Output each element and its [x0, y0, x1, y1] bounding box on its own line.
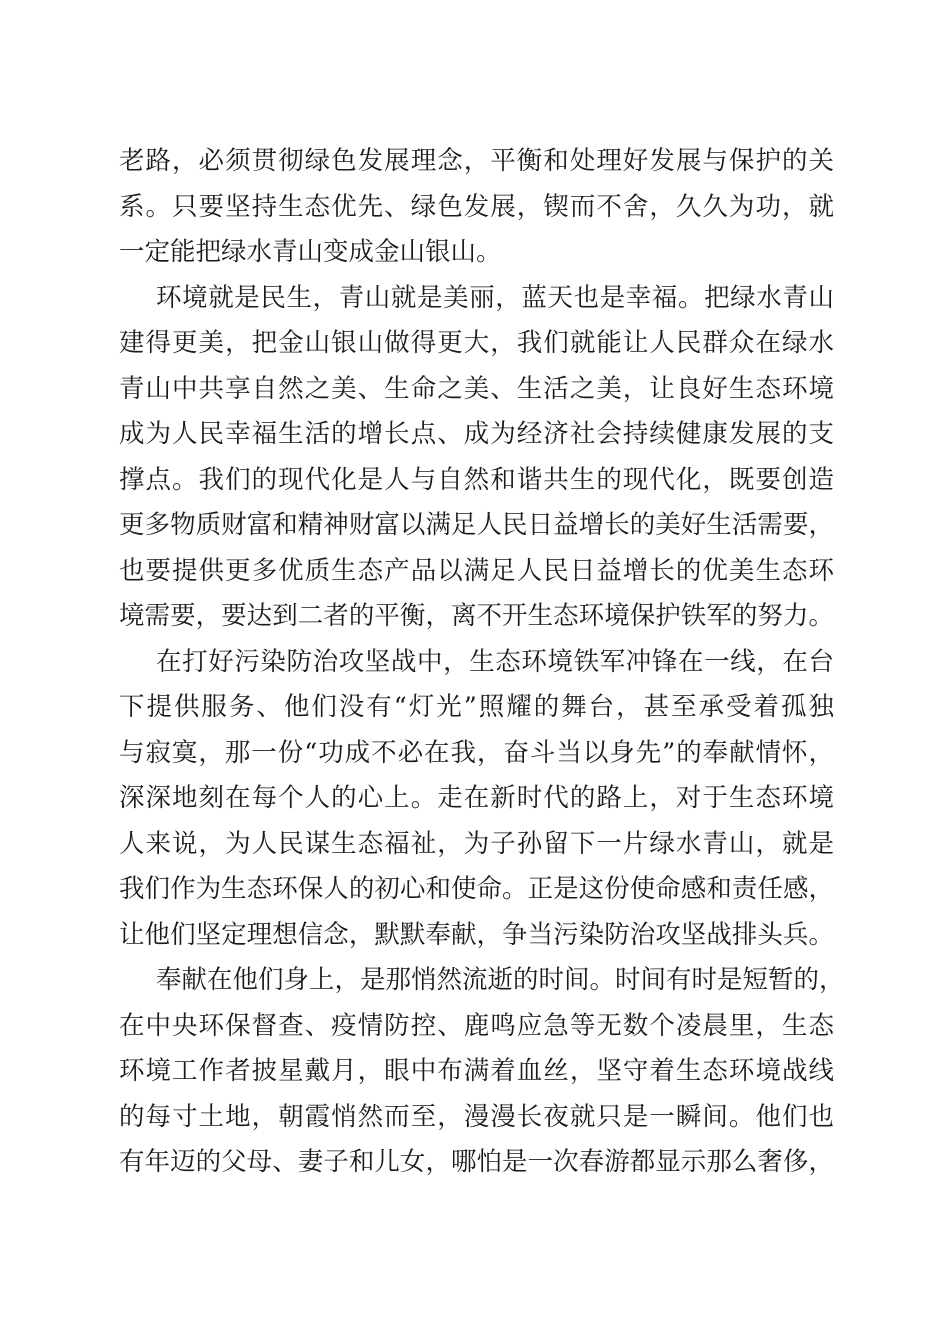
text-line: 深深地刻在每个人的心上。走在新时代的路上，对于生态环境	[119, 783, 834, 813]
text-line: 的每寸土地，朝霞悄然而至，漫漫长夜就只是一瞬间。他们也	[119, 1101, 834, 1132]
text-line: 青山中共享自然之美、生命之美、生活之美，让良好生态环境	[119, 373, 834, 404]
text-line: 与寂寞，那一份“功成不必在我，奋斗当以身先”的奉献情怀，	[119, 737, 834, 768]
text-line: 成为人民幸福生活的增长点、成为经济社会持续健康发展的支	[119, 419, 834, 449]
text-line: 老路，必须贯彻绿色发展理念，平衡和处理好发展与保护的关	[119, 146, 834, 176]
text-line: 一定能把绿水青山变成金山银山。	[119, 237, 502, 267]
text-line: 有年迈的父母、妻子和儿女，哪怕是一次春游都显示那么奢侈，	[119, 1147, 834, 1177]
text-line: 我们作为生态环保人的初心和使命。正是这份使命感和责任感，	[119, 874, 834, 904]
text-line: 下提供服务、他们没有“灯光”照耀的舞台，甚至承受着孤独	[119, 692, 834, 722]
paragraph-first-line: 在打好污染防治攻坚战中，生态环境铁军冲锋在一线，在台	[156, 646, 834, 677]
text-line: 撑点。我们的现代化是人与自然和谐共生的现代化，既要创造	[119, 464, 834, 495]
text-line: 也要提供更多优质生态产品以满足人民日益增长的优美生态环	[119, 555, 834, 586]
text-line: 系。只要坚持生态优先、绿色发展，锲而不舍，久久为功，就	[119, 191, 834, 222]
text-line: 建得更美，把金山银山做得更大，我们就能让人民群众在绿水	[119, 328, 834, 358]
text-line: 更多物质财富和精神财富以满足人民日益增长的美好生活需要，	[119, 510, 834, 540]
paragraph-first-line: 环境就是民生，青山就是美丽，蓝天也是幸福。把绿水青山	[156, 282, 834, 313]
text-line: 在中央环保督查、疫情防控、鹿鸣应急等无数个凌晨里，生态	[119, 1010, 834, 1041]
text-line: 境需要，要达到二者的平衡，离不开生态环境保护铁军的努力。	[119, 601, 834, 631]
text-line: 让他们坚定理想信念，默默奉献，争当污染防治攻坚战排头兵。	[119, 919, 834, 950]
text-line: 人来说，为人民谋生态福祉，为子孙留下一片绿水青山，就是	[119, 828, 834, 859]
paragraph-first-line: 奉献在他们身上，是那悄然流逝的时间。时间有时是短暂的，	[156, 965, 845, 995]
body-text	[119, 139, 845, 1186]
text-line: 环境工作者披星戴月，眼中布满着血丝，坚守着生态环境战线	[119, 1056, 834, 1086]
